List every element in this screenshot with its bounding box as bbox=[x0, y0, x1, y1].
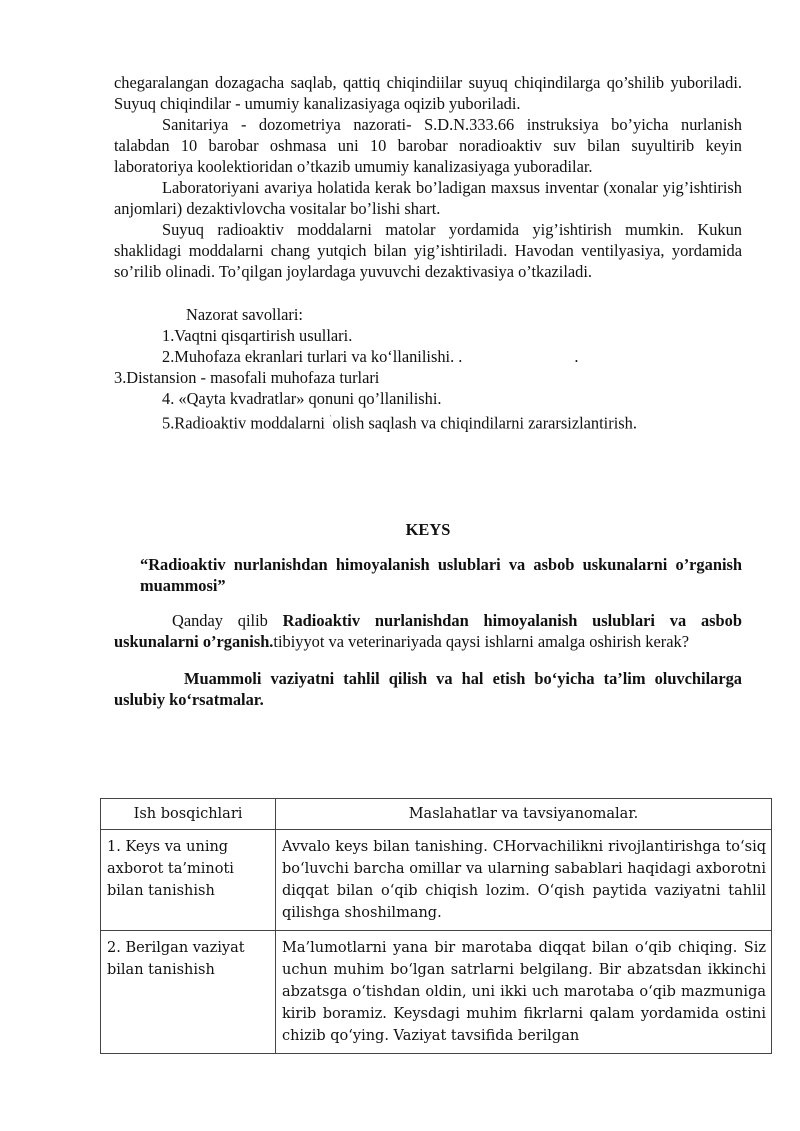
question-5-text-b: olish saqlash va chiqindilarni zararsizlantirish. bbox=[332, 413, 637, 433]
paragraph-disposal: chegaralangan dozagacha saqlab, qattiq chiqindiilar suyuq chiqindilarga qo’shilib yuboriladi. Suyuq chiqindilar - umumiy kanalizasiyaga oqizib yuboriladi. bbox=[114, 73, 742, 113]
case-question bbox=[114, 610, 742, 652]
question-1: 1.Vaqtni qisqartirish usullari. bbox=[162, 326, 353, 345]
table-header-advice: Maslahatlar va tavsiyanomalar. bbox=[276, 799, 772, 830]
table-row bbox=[101, 830, 772, 931]
question-4: 4. «Qayta kvadratlar» qonuni qo’llanilishi. bbox=[162, 389, 442, 408]
question-2-text: 2.Muhofaza ekranlari turlari va ko‘llanilishi. . bbox=[162, 347, 463, 366]
table-cell-stage: 2. Berilgan vaziyat bilan tanishish bbox=[101, 931, 276, 1054]
table-header-stages: Ish bosqichlari bbox=[101, 799, 276, 830]
case-question-prefix: Qanday qilib bbox=[172, 611, 283, 631]
question-5-text-a: 5.Radioaktiv moddalarni bbox=[162, 413, 330, 433]
question-2 bbox=[114, 346, 742, 367]
stray-mark-icon: ˈ bbox=[329, 414, 333, 425]
table-cell-stage: 1. Keys va uning axborot ta’minoti bilan tanishish bbox=[101, 830, 276, 931]
guidance-table bbox=[100, 798, 772, 1054]
question-5 bbox=[114, 409, 742, 433]
case-question-suffix: tibiyyot va veterinariyada qaysi ishlarni amalga oshirish kerak? bbox=[273, 632, 689, 652]
question-2-stray-dot: . bbox=[574, 347, 579, 366]
table-header-row bbox=[101, 799, 772, 830]
method-heading: Muammoli vaziyatni tahlil qilish va hal etish bo‘yicha ta’lim oluvchilarga uslubiy ko‘rsatmalar. bbox=[114, 669, 742, 710]
document-page bbox=[114, 72, 742, 710]
table-cell-advice: Ma’lumotlarni yana bir marotaba diqqat bilan o‘qib chiqing. Siz uchun muhim bo‘lgan satrlarni belgilang. Bir abzatsdan ikkinchi abzatsga o‘tishdan oldin, uni ikki uch marotaba o‘qib mazmuniga kirib boramiz. Keysdagi muhim fikrlarni qalam yordamida ostini chizib qo‘ying. Vaziyat tavsifida berilgan bbox=[276, 931, 772, 1054]
paragraph-emergency-inventory: Laboratoriyani avariya holatida kerak bo’ladigan maxsus inventar (xonalar yig’ishtirish anjomlari) dezaktivlovcha vositalar bo’lishi shart. bbox=[114, 178, 742, 218]
case-question-bold: Radioaktiv nurlanishdan himoyalanish uslublari va asbob uskunalarni o’rganish. bbox=[114, 611, 742, 652]
question-3: 3.Distansion - masofali muhofaza turlari bbox=[114, 368, 380, 387]
paragraph-liquid-collection: Suyuq radioaktiv moddalarni matolar yordamida yig’ishtirish mumkin. Kukun shaklidagi moddalarni chang yutqich bilan yig’ishtiriladi. Havodan ventilyasiya, yordamida so’rilib olinadi. To’qilgan joylardaga yuvuvchi dezaktivasiya o’tkaziladi. bbox=[114, 220, 742, 281]
table-row bbox=[101, 931, 772, 1054]
case-title: “Radioaktiv nurlanishdan himoyalanish uslublari va asbob uskunalarni o’rganish muammosi” bbox=[140, 555, 742, 596]
questions-title: Nazorat savollari: bbox=[186, 305, 303, 324]
keys-heading: KEYS bbox=[405, 520, 451, 540]
paragraph-sanitary-control: Sanitariya - dozometriya nazorati- S.D.N.333.66 instruksiya bo’yicha nurlanish talabdan 10 barobar oshmasa uni 10 barobar noradioaktiv suv bilan suyultirib keyin laboratoriya koolektioridan o’tkazib umumiy kanalizasiyaga yuboradilar. bbox=[114, 115, 742, 176]
table-cell-advice: Avvalo keys bilan tanishing. CHorvachilikni rivojlantirishga to‘siq bo‘luvchi barcha omillar va ularning sabablari haqidagi axborotni diqqat bilan o‘qib chiqish lozim. O‘qish paytida vaziyatni tahlil qilishga shoshilmang. bbox=[276, 830, 772, 931]
